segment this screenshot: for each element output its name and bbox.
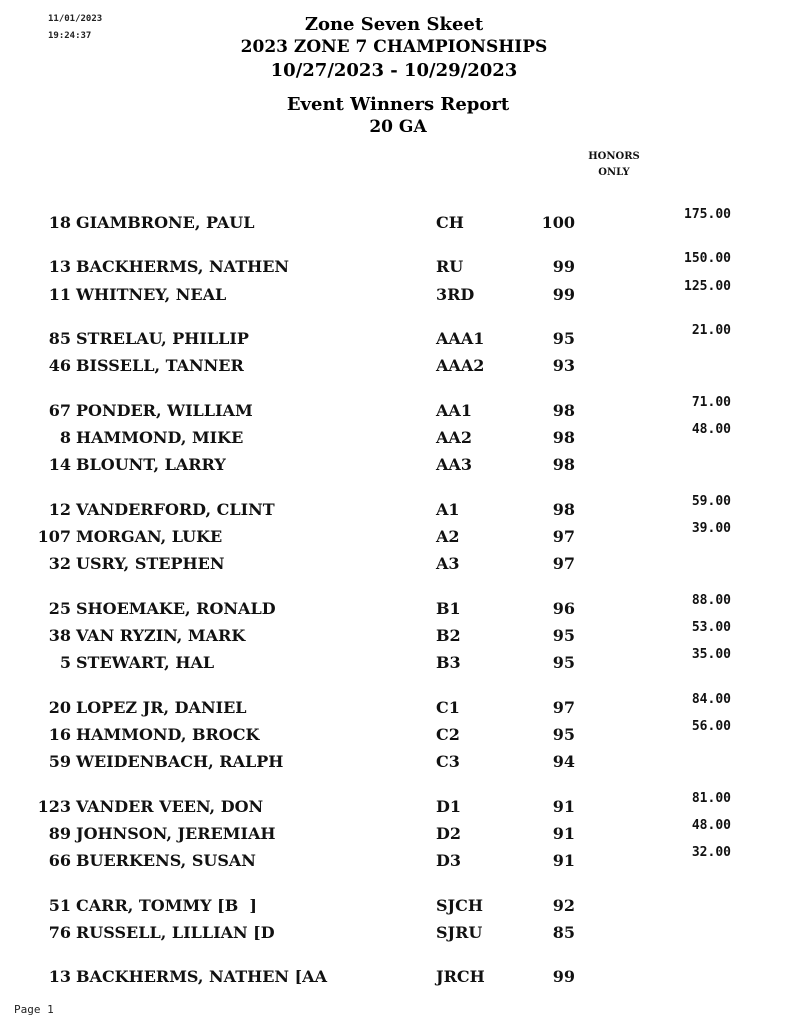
prize-amount: 53.00: [691, 620, 731, 635]
shooter-number: 46: [48, 356, 71, 375]
award-class: RU: [436, 257, 464, 276]
shooter-name: LOPEZ JR, DANIEL: [76, 698, 247, 717]
award-class: C2: [436, 725, 460, 744]
shooter-name: PONDER, WILLIAM: [76, 401, 253, 420]
shooter-name: WHITNEY, NEAL: [76, 285, 227, 304]
prize-amount: 71.00: [691, 395, 731, 410]
shooter-name: MORGAN, LUKE: [76, 527, 223, 546]
print-time: 19:24:37: [48, 31, 92, 41]
shooter-name: VAN RYZIN, MARK: [76, 626, 246, 645]
shooter-name: CARR, TOMMY [B ]: [76, 896, 257, 915]
score: 100: [541, 213, 575, 232]
winner-row: [0, 896, 791, 918]
winner-row: [0, 845, 791, 873]
award-class: B3: [436, 653, 461, 672]
winner-row: [0, 791, 791, 819]
award-class: A2: [436, 527, 460, 546]
shooter-number: 76: [48, 923, 71, 942]
award-class: SJCH: [436, 896, 483, 915]
winner-row: [0, 752, 791, 774]
score: 97: [552, 527, 575, 546]
winner-row: [0, 593, 791, 621]
prize-amount: 84.00: [691, 692, 731, 707]
prize-amount: 150.00: [684, 251, 731, 266]
award-class: C1: [436, 698, 460, 717]
winner-row: [0, 422, 791, 450]
score: 99: [552, 967, 575, 986]
winner-row: [0, 494, 791, 522]
award-class: B1: [436, 599, 461, 618]
honors-header-line1: HONORS: [588, 151, 640, 162]
shooter-name: VANDER VEEN, DON: [76, 797, 264, 816]
score: 97: [552, 698, 575, 717]
score: 91: [552, 797, 575, 816]
winner-row: [0, 620, 791, 648]
shooter-name: JOHNSON, JEREMIAH: [76, 824, 276, 843]
prize-amount: 48.00: [691, 422, 731, 437]
shooter-number: 14: [48, 455, 71, 474]
shooter-number: 16: [48, 725, 71, 744]
award-class: D1: [436, 797, 462, 816]
winner-row: [0, 521, 791, 549]
shooter-number: 25: [48, 599, 71, 618]
winner-row: [0, 251, 791, 279]
award-class: AA2: [436, 428, 472, 447]
score: 93: [552, 356, 575, 375]
score: 96: [552, 599, 575, 618]
score: 95: [552, 626, 575, 645]
winner-row: [0, 279, 791, 307]
score: 91: [552, 851, 575, 870]
shooter-number: 32: [48, 554, 71, 573]
score: 98: [552, 500, 575, 519]
award-class: AA1: [436, 401, 472, 420]
prize-amount: 39.00: [691, 521, 731, 536]
shooter-name: USRY, STEPHEN: [76, 554, 225, 573]
shooter-number: 67: [48, 401, 71, 420]
shooter-name: SHOEMAKE, RONALD: [76, 599, 276, 618]
score: 98: [552, 428, 575, 447]
award-class: C3: [436, 752, 460, 771]
prize-amount: 35.00: [691, 647, 731, 662]
winner-row: [0, 323, 791, 351]
award-class: D2: [436, 824, 462, 843]
score: 95: [552, 653, 575, 672]
shooter-number: 66: [48, 851, 71, 870]
shooter-name: STEWART, HAL: [76, 653, 215, 672]
print-date: 11/01/2023: [48, 14, 103, 24]
shooter-number: 18: [48, 213, 71, 232]
award-class: CH: [436, 213, 464, 232]
award-class: AA3: [436, 455, 472, 474]
prize-amount: 125.00: [684, 279, 731, 294]
shooter-name: WEIDENBACH, RALPH: [76, 752, 284, 771]
score: 97: [552, 554, 575, 573]
shooter-name: BACKHERMS, NATHEN: [76, 257, 290, 276]
winner-row: [0, 395, 791, 423]
shooter-name: BISSELL, TANNER: [76, 356, 244, 375]
winner-row: [0, 455, 791, 477]
shooter-number: 89: [48, 824, 71, 843]
shooter-number: 107: [37, 527, 71, 546]
award-class: B2: [436, 626, 461, 645]
award-class: A3: [436, 554, 460, 573]
award-class: 3RD: [436, 285, 475, 304]
shooter-number: 11: [48, 285, 71, 304]
award-class: JRCH: [436, 967, 485, 986]
winner-row: [0, 923, 791, 945]
prize-amount: 88.00: [691, 593, 731, 608]
score: 98: [552, 455, 575, 474]
score: 92: [552, 896, 575, 915]
winner-row: [0, 818, 791, 846]
shooter-name: BUERKENS, SUSAN: [76, 851, 256, 870]
page-number: Page 1: [14, 1003, 54, 1016]
score: 95: [552, 329, 575, 348]
shooter-number: 12: [48, 500, 71, 519]
shooter-number: 38: [48, 626, 71, 645]
shooter-name: VANDERFORD, CLINT: [76, 500, 275, 519]
score: 98: [552, 401, 575, 420]
shooter-number: 8: [59, 428, 71, 447]
club-title: Zone Seven Skeet: [304, 14, 484, 35]
winner-row: [0, 647, 791, 675]
event-dates: 10/27/2023 - 10/29/2023: [270, 60, 518, 81]
shooter-name: BACKHERMS, NATHEN [AA: [76, 967, 327, 986]
prize-amount: 48.00: [691, 818, 731, 833]
award-class: AAA1: [436, 329, 485, 348]
shooter-number: 51: [48, 896, 71, 915]
winner-row: [0, 207, 791, 235]
shooter-number: 85: [48, 329, 71, 348]
event-title: 2023 ZONE 7 CHAMPIONSHIPS: [240, 37, 548, 57]
score: 85: [552, 923, 575, 942]
prize-amount: 21.00: [691, 323, 731, 338]
score: 94: [552, 752, 575, 771]
shooter-number: 13: [48, 257, 71, 276]
honors-header-line2: ONLY: [598, 167, 630, 178]
prize-amount: 56.00: [691, 719, 731, 734]
winner-row: [0, 719, 791, 747]
prize-amount: 32.00: [691, 845, 731, 860]
prize-amount: 175.00: [684, 207, 731, 222]
shooter-number: 123: [37, 797, 71, 816]
award-class: A1: [436, 500, 460, 519]
score: 91: [552, 824, 575, 843]
winner-row: [0, 692, 791, 720]
shooter-name: HAMMOND, BROCK: [76, 725, 260, 744]
shooter-number: 13: [48, 967, 71, 986]
score: 99: [552, 257, 575, 276]
shooter-name: BLOUNT, LARRY: [76, 455, 226, 474]
award-class: SJRU: [436, 923, 483, 942]
winner-row: [0, 554, 791, 576]
shooter-name: GIAMBRONE, PAUL: [76, 213, 255, 232]
award-class: D3: [436, 851, 462, 870]
winner-row: [0, 356, 791, 378]
score: 95: [552, 725, 575, 744]
winner-row: [0, 967, 791, 989]
shooter-number: 20: [48, 698, 71, 717]
prize-amount: 59.00: [691, 494, 731, 509]
shooter-number: 5: [59, 653, 71, 672]
gauge-title: 20 GA: [369, 117, 427, 137]
prize-amount: 81.00: [691, 791, 731, 806]
award-class: AAA2: [436, 356, 485, 375]
shooter-name: STRELAU, PHILLIP: [76, 329, 249, 348]
shooter-name: HAMMOND, MIKE: [76, 428, 244, 447]
shooter-number: 59: [48, 752, 71, 771]
shooter-name: RUSSELL, LILLIAN [D: [76, 923, 275, 942]
report-title: Event Winners Report: [286, 94, 510, 115]
score: 99: [552, 285, 575, 304]
